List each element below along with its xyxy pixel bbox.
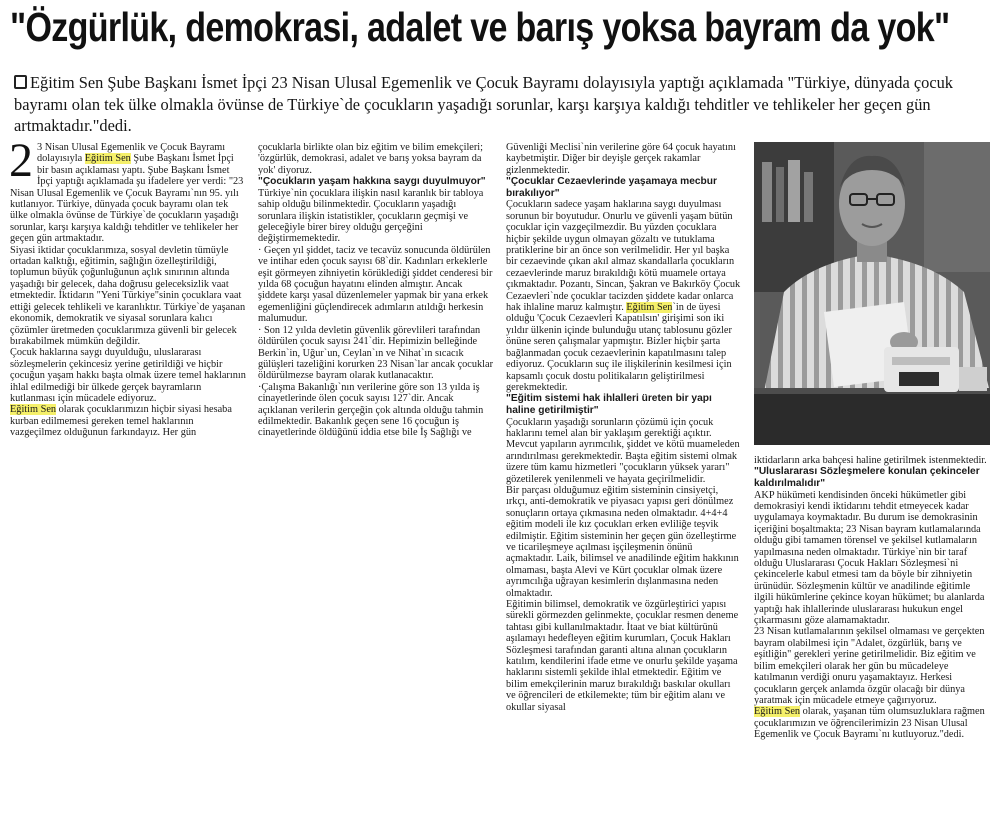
paragraph: ·Çalışma Bakanlığı`nın verilerine göre son 13 yılda iş cinayetlerinde ölen çocuk sayısı 127`dir. Ancak açıklanan verilerin gerçeğin çok altında olduğu tahmin edilmektedir. Bakanlık geçen sene 16 çocuğun iş cinayetlerinde öldüğünü iddia etse bile İş Sağlığı ve [258, 381, 484, 439]
highlighted-term: Eğitim Sen [10, 404, 57, 416]
paragraph: Çocukların yaşadığı sorunların çözümü için çocuk haklarını temel alan bir yaklaşım gerektiği açıktır. Mevcut yapıların ayrımcılık, şiddet ve kötü muameleden arındırılması gerekmektedir. Başta eğitim sistemi olmak üzere tüm kamu hizmetleri "çocukların yüksek yararı" gözetilerek yenilenmeli ve hayata geçirilmelidir. [506, 416, 740, 485]
paragraph: 23 Nisan kutlamalarının şekilsel olmaması ve gerçekten bayram olabilmesi için "Adalet, özgürlük, barış ve eşitliğin" gerekleri yerine getirilmelidir. Biz eğitim ve bilim emekçileri olarak her gün bu mücadeleye katılmanın verdiği onuru yaşamaktayız. Herkesi çocukların gerçek anlamda özgür olacağı bir dünya yaratmak için mücadele etmeye çağırıyoruz. [754, 626, 985, 706]
paragraph: Çocukların sadece yaşam haklarına saygı duyulması sorunun bir boyutudur. Onurlu ve güvenli yaşam bütün çocuklar için vazgeçilmezdir. Bu yüzden çocuklara hiçbir şekilde uygun olmayan gözaltı ve tutuklama pratiklerine bir an önce son verilmelidir. Her yıl başka bir cezaevinde çıkan akıl almaz skandallarla çocukların cezaevlerinde maruz bırakıldığı kötü muamele ortaya çıkmaktadır. Pozantı, Sincan, Şakran ve Bakırköy Çocuk Cezaevleri`nde çocuklar tacizden şiddete kadar onlarca hak ihlaline maruz kalmıştır. Eğitim Sen`in de üyesi olduğu 'Çocuk Cezaevleri Kapatılsın' girişimi son iki yıldır ülkenin içinde bulunduğu utanç tablosunu gözler önüne seren çalışmalar yapmıştır. Bizler hiçbir şarta bağlanmadan çocuk cezaevlerinin kapatılmasını talep ediyoruz. Çocukların suç ile ilişkilerinin kesilmesi için kapsamlı çocuk dostu politikaların geliştirilmesi gerekmektedir. [506, 199, 741, 393]
article-column-2 [258, 142, 494, 482]
paragraph: Eğitimin bilimsel, demokratik ve özgürleştirici yapısı sürekli görmezden gelinmekte, çocuklar resmen deneme tahtası gibi kullanılmaktadır. İtaat ve biat kültürünü aşılamayı hedefleyen eğitim kurumları, Çocuk Hakları Sözleşmesi tarafından garanti altına alınan çocukların katılım, kendilerini ifade etme ve onurlu şekilde yaşama haklarını sistemli şekilde ihlal etmektedir. Eğitim ve bilim emekçilerinin maruz bırakıldığı baskılar okulları ve öğrencileri de etkilemekte; tüm bir eğitim alanı ve okullar siyasal [506, 599, 739, 713]
paragraph: Türkiye`nin çocuklara ilişkin nasıl karanlık bir tabloya sahip olduğu bilinmektedir. Çocukların yaşadığı sorunlara ilişkin istatistikler, çocukların geçmişi ve geleceğiyle birer birey olduğu gerçeğini değiştirmemektedir. [258, 187, 484, 245]
paragraph: çocuklarla birlikte olan biz eğitim ve bilim emekçileri; 'özgürlük, demokrasi, adalet ve barış yoksa bayram da yok' diyoruz. [258, 142, 484, 176]
paragraph: Güvenliği Meclisi`nin verilerine göre 64 çocuk hayatını kaybetmiştir. Diğer bir deyişle gerçek rakamlar gizlenmektedir. [506, 142, 736, 176]
man-at-desk-photo [754, 142, 990, 445]
bullet-box-icon [14, 75, 27, 89]
paragraph: Eğitim Sen olarak, yaşanan tüm olumsuzluklara rağmen çocuklarımızın ve öğrencilerimizin 23 Nisan Ulusal Egemenlik ve Çocuk Bayramı`nı kutluyoruz."dedi. [754, 706, 985, 741]
portrait-photo [754, 142, 990, 445]
lead-text: Eğitim Sen Şube Başkanı İsmet İpçi 23 Nisan Ulusal Egemenlik ve Çocuk Bayramı dolayısıyla yaptığı açıklamada "Türkiye, dünyada çocuk bayramı olan tek ülke olmakla övünse de Türkiye`de çocukların yaşadığı sorunlar, karşı karşıya kaldığı tehditler ve tehlikeler her geçen gün artmaktadır."dedi. [14, 73, 953, 135]
paragraph: Bir parçası olduğumuz eğitim sisteminin cinsiyetçi, ırkçı, anti-demokratik ve piyasacı yapısı geri dönülmez sonuçların ortaya çıkmasına neden olmaktadır. 4+4+4 eğitim modeli ile kız çocukları erken evliliğe teşvik edilmiştir. Eğitim sisteminin her geçen gün özelleştirme ve ticarileşmeye açılması işçileşmenin önünü açmaktadır. Laik, bilimsel ve anadilinde eğitim hakkının olmaması, başta Alevi ve Kürt çocuklar olmak üzere ayrımcılığa uğrayan kesimlerin dışlanmasına neden olmaktadır. [506, 484, 739, 599]
subheading: "Çocuklar Cezaevlerinde yaşamaya mecbur bırakılıyor" [506, 176, 717, 199]
article-column-1 [9, 134, 246, 502]
paragraph: Eğitim Sen olarak çocuklarımızın hiçbir siyasi hesaba kurban edilmemesi gereken temel haklarının vazgeçilmez olduğunun farkındayız. Her gün [10, 404, 232, 439]
paragraph: iktidarların arka bahçesi haline getirilmek istenmektedir. [754, 455, 987, 466]
paragraph: · Son 12 yılda devletin güvenlik görevlileri tarafından öldürülen çocuk sayısı 241`dir. Hepimizin belleğinde Berkin`in, Uğur`un, Ceylan`ın ve Nihat`ın sıcacık gülüşleri tazeliğini korurken 23 Nisan`lar ancak çocuklar öldürülmezse bayram olarak kutlanacaktır. [258, 324, 494, 382]
highlighted-term: Eğitim Sen [754, 706, 801, 718]
paragraph: AKP hükümeti kendisinden önceki hükümetler gibi demokrasiyi kendi iktidarını tehdit etmeyecek kadar uygulamaya koymaktadır. Bu durum ise demokrasinin içeriğini boşaltmakta; 23 Nisan bayram kutlamalarında olduğu gibi tamamen törensel ve şekilsel kutlamaların yapılmasına neden olmaktadır. Türkiye`nin bir taraf olduğu Uluslararası Çocuk Hakları Sözleşmesi`ni çekincelerle kabul etmesi tam da böyle bir zihniyetin ürünüdür. Sözleşmenin kültür ve anadilinde eğitimle ilgili hükümlerine çekince koyan hükümet; bu alanlarda yaptığı hak ihlallerinde uluslararası hukukun engel çıkarmasını göze alamamaktadır. [754, 489, 985, 627]
article-column-4 [754, 455, 990, 815]
lead-paragraph [14, 72, 992, 137]
paragraph: 2 3 Nisan Ulusal Egemenlik ve Çocuk Bayramı dolayısıyla Eğitim Sen Şube Başkanı İsmet İpçi bir basın açıklaması yaptı. Şube Başkanı İsmet İpçi yaptığı açıklamada şu ifadelere yer verdi: "23 Nisan Ulusal Egemenlik ve Çocuk Bayramı`nın 95. yılı kutlanıyor. Türkiye, dünyada çocuk bayramı olan tek ülke olmakla övünse de Türkiye`de çocukların yaşadığı sorunlar, karşı karşıya kaldığı tehditler ve tehlikeler her geçen gün artmaktadır. [9, 134, 244, 245]
drop-cap: 2 [9, 134, 33, 187]
highlighted-term: Eğitim Sen [84, 153, 131, 165]
paragraph: Çocuk haklarına saygı duyulduğu, uluslararası sözleşmelerin çekincesiz yerine getirildiği ve hiçbir çocuğun yaşam hakkı başta olmak üzere temel haklarının ihlal edilmediği bir ülkede gerçek bayramların kutlanması için mücadele ediyoruz. [10, 347, 246, 404]
highlighted-term: Eğitim Sen [626, 302, 673, 314]
subheading: "Uluslararası Sözleşmelere konulan çekinceler kaldırılmalıdır" [754, 466, 980, 489]
paragraph: Siyasi iktidar çocuklarımıza, sosyal devletin tümüyle ortadan kalktığı, eğitimin, sağlığın özelleştirildiği, toplumun büyük çoğunluğunun açlık sınırının altında yaşadığı bir gelecek, daha doğrusu geleceksizlik vaat etmektedir. İktidarın "Yeni Türkiye"sinin çocuklara vaat ettiği gelecek tehlikeli ve karanlıktır. Türkiye`de yaşanan ekonomik, demokratik ve siyasal sorunlara kalıcı çözümler üretmeden çocuklarımıza güvenli bir gelecek bırakabilmek mümkün değildir. [10, 244, 246, 347]
subheading: "Çocukların yaşam hakkına saygı duyulmuyor" [258, 176, 486, 188]
article-column-3 [506, 142, 742, 817]
subheading: "Eğitim sistemi hak ihlalleri üreten bir yapı haline getirilmiştir" [506, 393, 712, 416]
paragraph: · Geçen yıl şiddet, taciz ve tecavüz sonucunda öldürülen ve intihar eden çocuk sayısı 68`dir. Kadınları erkeklerle eşit görmeyen zihniyetin körüklediği şiddet cenderesi bir yılda 68 çocuğun hayatını elinden almıştır. Ancak şiddete karşı yasal düzenlemeler yapmak bir yana erkek egemenliğini güçlendirecek adımların atıldığı herkesin malumudur. [258, 244, 493, 325]
headline: "Özgürlük, demokrasi, adalet ve barış yoksa bayram da yok" [10, 4, 950, 50]
